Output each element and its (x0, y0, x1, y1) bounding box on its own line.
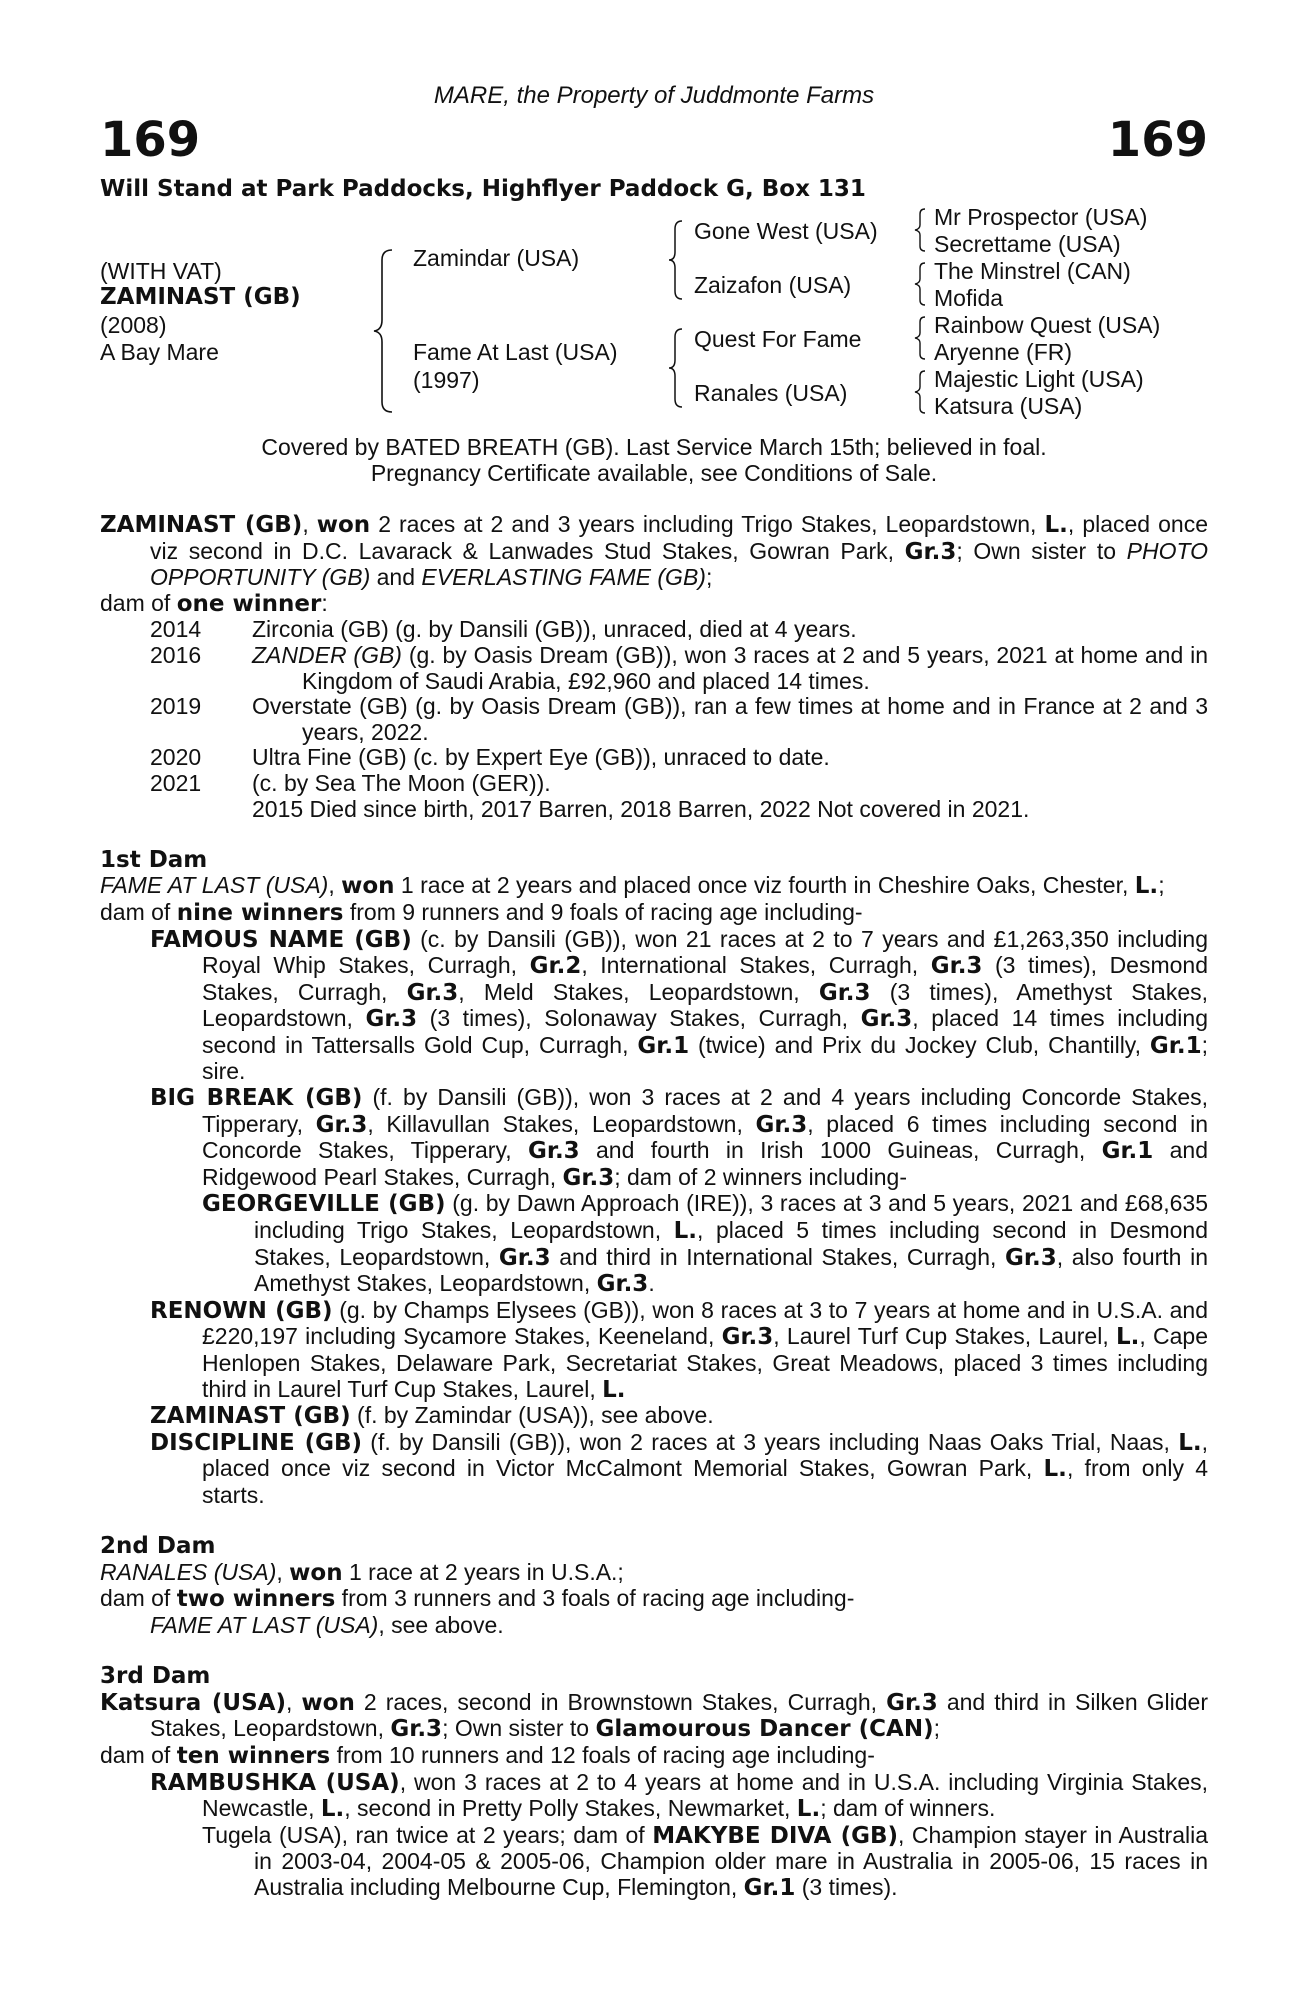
text: and Ridgewood Pearl Stakes, Curragh, (202, 1137, 1209, 1190)
gs-ssd: Secrettame (USA) (934, 231, 1121, 257)
text: 2 races at 2 and 3 years including Trigo Stakes, Leopardstown, (370, 511, 1045, 537)
group-mark: Gr.3 (930, 953, 983, 980)
stabling-location: Will Stand at Park Paddocks, Highflyer Paddock G, Box 131 (100, 176, 866, 202)
text: and third in International Stakes, Curragh, (550, 1243, 1006, 1270)
listed-mark: L. (673, 1218, 698, 1245)
brace-ss (912, 207, 928, 253)
sister-name: EVERLASTING FAME (GB) (421, 564, 706, 591)
text: ; (1158, 872, 1165, 899)
brace-dd (912, 369, 928, 415)
mare-name: ZAMINAST (GB) (100, 512, 303, 538)
text: and (370, 564, 422, 591)
text: (g. by Dawn Approach (IRE)), 3 races at 3 and 5 years, 2021 and £68,635 including Trigo Stakes, Leopardstown, (254, 1190, 1209, 1244)
gs-dds: Majestic Light (USA) (934, 366, 1144, 392)
group-mark: Gr.3 (886, 1689, 938, 1716)
progeny-renown (100, 1298, 1208, 1403)
main-brace (370, 246, 396, 416)
second-dam-dam-of (100, 1586, 1208, 1613)
lot-number-right: 169 (1107, 112, 1208, 168)
won-label: won (289, 1559, 343, 1586)
group-mark: Gr.3 (390, 1716, 443, 1743)
group-mark: Gr.3 (528, 1138, 580, 1165)
sister-name: Glamourous Dancer (CAN) (595, 1716, 934, 1743)
text: (3 times), Desmond Stakes, Curragh, (202, 952, 1209, 1005)
foal-text: 2015 Died since birth, 2017 Barren, 2018 Barren, 2022 Not covered in 2021. (252, 795, 1030, 822)
listed-mark: L. (1044, 512, 1068, 538)
foal-row (100, 771, 1208, 797)
text: Tugela (USA), ran twice at 2 years; dam of (202, 1821, 653, 1848)
text: , placed 5 times including second in Desmond Stakes, Leopardstown, (254, 1217, 1208, 1270)
listed-mark: L. (320, 1796, 345, 1823)
group-mark: Gr.1 (637, 1032, 690, 1059)
foal-row (100, 694, 1208, 745)
group-mark: Gr.3 (904, 538, 957, 565)
progeny-name: RAMBUSHKA (USA) (150, 1769, 400, 1796)
text: (3 times). (795, 1873, 898, 1900)
group-mark: Gr.3 (365, 1006, 418, 1033)
text: (g. by Champs Elysees (GB)), won 8 races at 3 to 7 years at home and in U.S.A. and £220,197 including Sycamore Stakes, Keeneland, (202, 1296, 1208, 1350)
page-header-title: MARE, the Property of Juddmonte Farms (433, 82, 875, 109)
group-mark: Gr.3 (562, 1164, 615, 1191)
foal-row (100, 745, 1208, 771)
text: (f. by Dansili (GB)), won 3 races at 2 and 4 years including Concorde Stakes, Tipperary, (202, 1084, 1208, 1137)
text: , Champion stayer in Australia in 2003-04, 2004-05 & 2005-06, Champion older mare in Australia in 2005-06, 15 races in Australia including Melbourne Cup, Flemington, (254, 1821, 1209, 1900)
covering-line-1: Covered by BATED BREATH (GB). Last Service March 15th; believed in foal. (261, 434, 1047, 460)
group-mark: Gr.3 (818, 979, 871, 1006)
text: , placed once viz second in Victor McCalmont Memorial Stakes, Gowran Park, (202, 1428, 1209, 1482)
first-dam-heading: 1st Dam (100, 846, 208, 873)
text: , Meld Stakes, Leopardstown, (458, 978, 819, 1005)
progeny-name: MAKYBE DIVA (GB) (652, 1822, 898, 1849)
group-mark: Gr.3 (596, 1271, 649, 1298)
progeny-name: ZAMINAST (GB) (150, 1403, 351, 1430)
foal-row (100, 797, 1208, 823)
text: , second in Pretty Polly Stakes, Newmarket, (344, 1795, 797, 1822)
text: . (648, 1270, 655, 1297)
third-dam-dam-of (100, 1743, 1208, 1770)
text: , Killavullan Stakes, Leopardstown, (367, 1110, 756, 1137)
group-mark: Gr.1 (743, 1874, 796, 1901)
progeny-zaminast (100, 1403, 1208, 1430)
foal-text: Zirconia (GB) (g. by Dansili (GB)), unraced, died at 4 years. (252, 616, 857, 643)
text: (f. by Dansili (GB)), won 2 races at 3 years including Naas Oaks Trial, Naas, (362, 1428, 1179, 1455)
group-mark: Gr.3 (315, 1111, 368, 1138)
first-dam-dam-of (100, 900, 1208, 927)
sire-dam: Zaizafon (USA) (694, 272, 852, 298)
gs-sss: Mr Prospector (USA) (934, 204, 1148, 230)
dam-sire: Quest For Fame (694, 326, 862, 352)
text: dam of (100, 1585, 177, 1612)
second-dam-heading: 2nd Dam (100, 1533, 216, 1560)
text: 2 races, second in Brownstown Stakes, Curragh, (354, 1688, 887, 1715)
third-dam-heading: 3rd Dam (100, 1663, 211, 1690)
listed-mark: L. (1115, 1324, 1140, 1351)
text: (3 times), Amethyst Stakes, Leopardstown, (202, 978, 1209, 1032)
progeny-name: DISCIPLINE (GB) (150, 1429, 363, 1456)
horse-year: (2008) (100, 312, 167, 338)
group-mark: Gr.3 (721, 1324, 774, 1351)
foal-year (100, 797, 252, 823)
text: , also fourth in Amethyst Stakes, Leopardstown, (254, 1243, 1209, 1297)
foal-text: Ultra Fine (GB) (c. by Expert Eye (GB)), unraced to date. (252, 744, 830, 771)
foal-text: Overstate (GB) (g. by Oasis Dream (GB)), ran a few times at home and in France at 2 and 3 years, 2022. (252, 693, 1208, 745)
brace-ds (912, 315, 928, 361)
dam-year: (1997) (413, 367, 480, 393)
progeny-big-break (100, 1085, 1208, 1191)
sire-brace (666, 218, 686, 302)
mare-dam-of (100, 591, 1208, 618)
text: ; dam of 2 winners including- (614, 1163, 907, 1190)
horse-description: A Bay Mare (100, 339, 219, 365)
gs-sdd: Mofida (934, 285, 1004, 311)
foal-year: 2016 (150, 641, 202, 668)
text: (c. by Dansili (GB)), won 21 races at 2 to 7 years and £1,263,350 including Royal Whip Stakes, Curragh, (202, 925, 1208, 979)
foal-year: 2019 (150, 693, 202, 720)
dam-name: Katsura (USA) (100, 1689, 286, 1716)
sire-name: Zamindar (USA) (413, 245, 580, 271)
text: : (321, 589, 328, 616)
text: and fourth in Irish 1000 Guineas, Curragh, (579, 1137, 1102, 1164)
group-mark: Gr.3 (1005, 1244, 1057, 1271)
foal-year: 2014 (150, 616, 202, 643)
text: (3 times), Solonaway Stakes, Curragh, (417, 1005, 861, 1032)
winners-count: one winner (176, 590, 322, 617)
text: ; (933, 1715, 940, 1742)
winners-count: two winners (176, 1586, 336, 1613)
pedigree-table (100, 0, 1208, 430)
progeny-name: RENOWN (GB) (150, 1297, 333, 1324)
text: (twice) and Prix du Jockey Club, Chantilly, (689, 1031, 1150, 1058)
won-label: won (301, 1689, 355, 1716)
winners-count: ten winners (176, 1742, 331, 1769)
group-mark: Gr.3 (498, 1244, 551, 1271)
dam-name: RANALES (USA) (100, 1558, 277, 1585)
covering-note (100, 434, 1208, 486)
horse-name: ZAMINAST (GB) (100, 284, 301, 310)
text: from 9 runners and 9 foals of racing age including- (343, 898, 863, 925)
brace-sd (912, 261, 928, 307)
vat-note: (WITH VAT) (100, 258, 222, 284)
text: (g. by Oasis Dream (GB)), won 3 races at 2 and 5 years, 2021 at home and in Kingdom of Saudi Arabia, £92,960 and placed 14 times. (302, 641, 1208, 694)
text: 1 race at 2 years and placed once viz fourth in Cheshire Oaks, Chester, (394, 872, 1135, 899)
mare-summary: ZAMINAST (GB), won 2 races at 2 and 3 years including Trigo Stakes, Leopardstown, L., placed once viz second in D.C. Lavarack & Lanwades Stud Stakes, Gowran Park, Gr.3; Own sister to PHOTO OPPORTUNITY (GB) and EVERLASTING FAME (GB); (100, 511, 1208, 591)
progeny-name: GEORGEVILLE (GB) (202, 1191, 446, 1218)
progeny-name: FAME AT LAST (USA) (150, 1611, 379, 1638)
gs-dss: Rainbow Quest (USA) (934, 312, 1161, 338)
lot-number-left: 169 (100, 112, 201, 168)
text: and third in Silken Glider Stakes, Leopardstown, (150, 1688, 1209, 1742)
text: ; Own sister to (956, 537, 1127, 564)
listed-mark: L. (1043, 1456, 1067, 1483)
text: from 3 runners and 3 foals of racing age including- (335, 1585, 855, 1612)
second-dam-summary: RANALES (USA), won 1 race at 2 years in U.S.A.; (100, 1558, 624, 1586)
text: , placed 14 times including second in Tattersalls Gold Cup, Curragh, (202, 1005, 1208, 1058)
text: (f. by Zamindar (USA)), see above. (350, 1402, 714, 1429)
progeny-famous-name (100, 927, 1208, 1086)
group-mark: Gr.1 (1101, 1138, 1154, 1165)
progeny-fame-at-last (100, 1613, 1208, 1639)
text: dam of (100, 589, 177, 616)
dam-dam: Ranales (USA) (694, 380, 848, 406)
gs-dsd: Aryenne (FR) (934, 339, 1073, 365)
text: dam of (100, 898, 177, 925)
foal-text (252, 643, 1208, 694)
progeny-name: BIG BREAK (GB) (150, 1085, 363, 1112)
text: ; (705, 564, 713, 591)
text: , Cape Henlopen Stakes, Delaware Park, Secretariat Stakes, Great Meadows, placed 3 times including third in Laurel Turf Cup Stakes, Laurel, (202, 1323, 1209, 1402)
group-mark: Gr.3 (755, 1111, 808, 1138)
listed-mark: L. (796, 1796, 821, 1823)
group-mark: Gr.2 (529, 953, 582, 980)
dam-name: Fame At Last (USA) (413, 339, 618, 365)
sister-name: PHOTO OPPORTUNITY (GB) (150, 537, 1208, 591)
progeny-rambushka (100, 1770, 1208, 1823)
progeny-tugela (100, 1823, 1208, 1902)
gs-sds: The Minstrel (CAN) (934, 258, 1131, 284)
listed-mark: L. (1178, 1429, 1202, 1456)
group-mark: Gr.3 (860, 1006, 913, 1033)
dam-name: FAME AT LAST (USA) (100, 872, 329, 899)
text: , placed once viz second in D.C. Lavarack & Lanwades Stud Stakes, Gowran Park, (150, 511, 1208, 564)
text: , see above. (378, 1611, 504, 1638)
text: 1 race at 2 years in U.S.A.; (342, 1558, 624, 1585)
foal-name: ZANDER (GB) (252, 641, 402, 668)
won-label: won (316, 512, 371, 538)
third-dam-summary: Katsura (USA), won 2 races, second in Brownstown Stakes, Curragh, Gr.3 and third in Silken Glider Stakes, Leopardstown, Gr.3; Own sister to Glamourous Dancer (CAN); (100, 1688, 1209, 1743)
foal-year: 2020 (150, 744, 202, 771)
text: , placed 6 times including second in Concorde Stakes, Tipperary, (202, 1110, 1208, 1164)
text: , Laurel Turf Cup Stakes, Laurel, (773, 1323, 1116, 1350)
text: ; dam of winners. (820, 1795, 996, 1822)
text: , International Stakes, Curragh, (581, 952, 931, 979)
text: ; sire. (202, 1031, 1208, 1085)
sire-sire: Gone West (USA) (694, 218, 878, 244)
won-label: won (341, 873, 395, 900)
group-mark: Gr.3 (406, 979, 459, 1006)
first-dam-summary: FAME AT LAST (USA), won 1 race at 2 years and placed once viz fourth in Cheshire Oaks, Chester, L.; (100, 872, 1165, 900)
dam-brace (666, 326, 686, 410)
text: , from only 4 starts. (202, 1455, 1209, 1508)
winners-count: nine winners (176, 899, 344, 926)
text: , won 3 races at 2 to 4 years at home and in U.S.A. including Virginia Stakes, Newcastle, (202, 1768, 1208, 1822)
listed-mark: L. (602, 1376, 626, 1403)
foal-text: (c. by Sea The Moon (GER)). (252, 769, 551, 796)
listed-mark: L. (1134, 873, 1159, 900)
foal-year: 2021 (150, 769, 202, 796)
gs-ddd: Katsura (USA) (934, 393, 1083, 419)
group-mark: Gr.1 (1149, 1032, 1202, 1059)
text: ; Own sister to (442, 1715, 596, 1742)
progeny-name: FAMOUS NAME (GB) (150, 926, 412, 953)
text: dam of (100, 1741, 177, 1768)
foal-row (100, 643, 1208, 694)
catalogue-body (100, 512, 1208, 1901)
progeny-georgeville (100, 1191, 1208, 1297)
pregnancy-line: Pregnancy Certificate available, see Conditions of Sale. (370, 460, 938, 486)
foal-row (100, 617, 1208, 643)
text: from 10 runners and 12 foals of racing age including- (330, 1741, 875, 1768)
progeny-discipline (100, 1430, 1208, 1509)
